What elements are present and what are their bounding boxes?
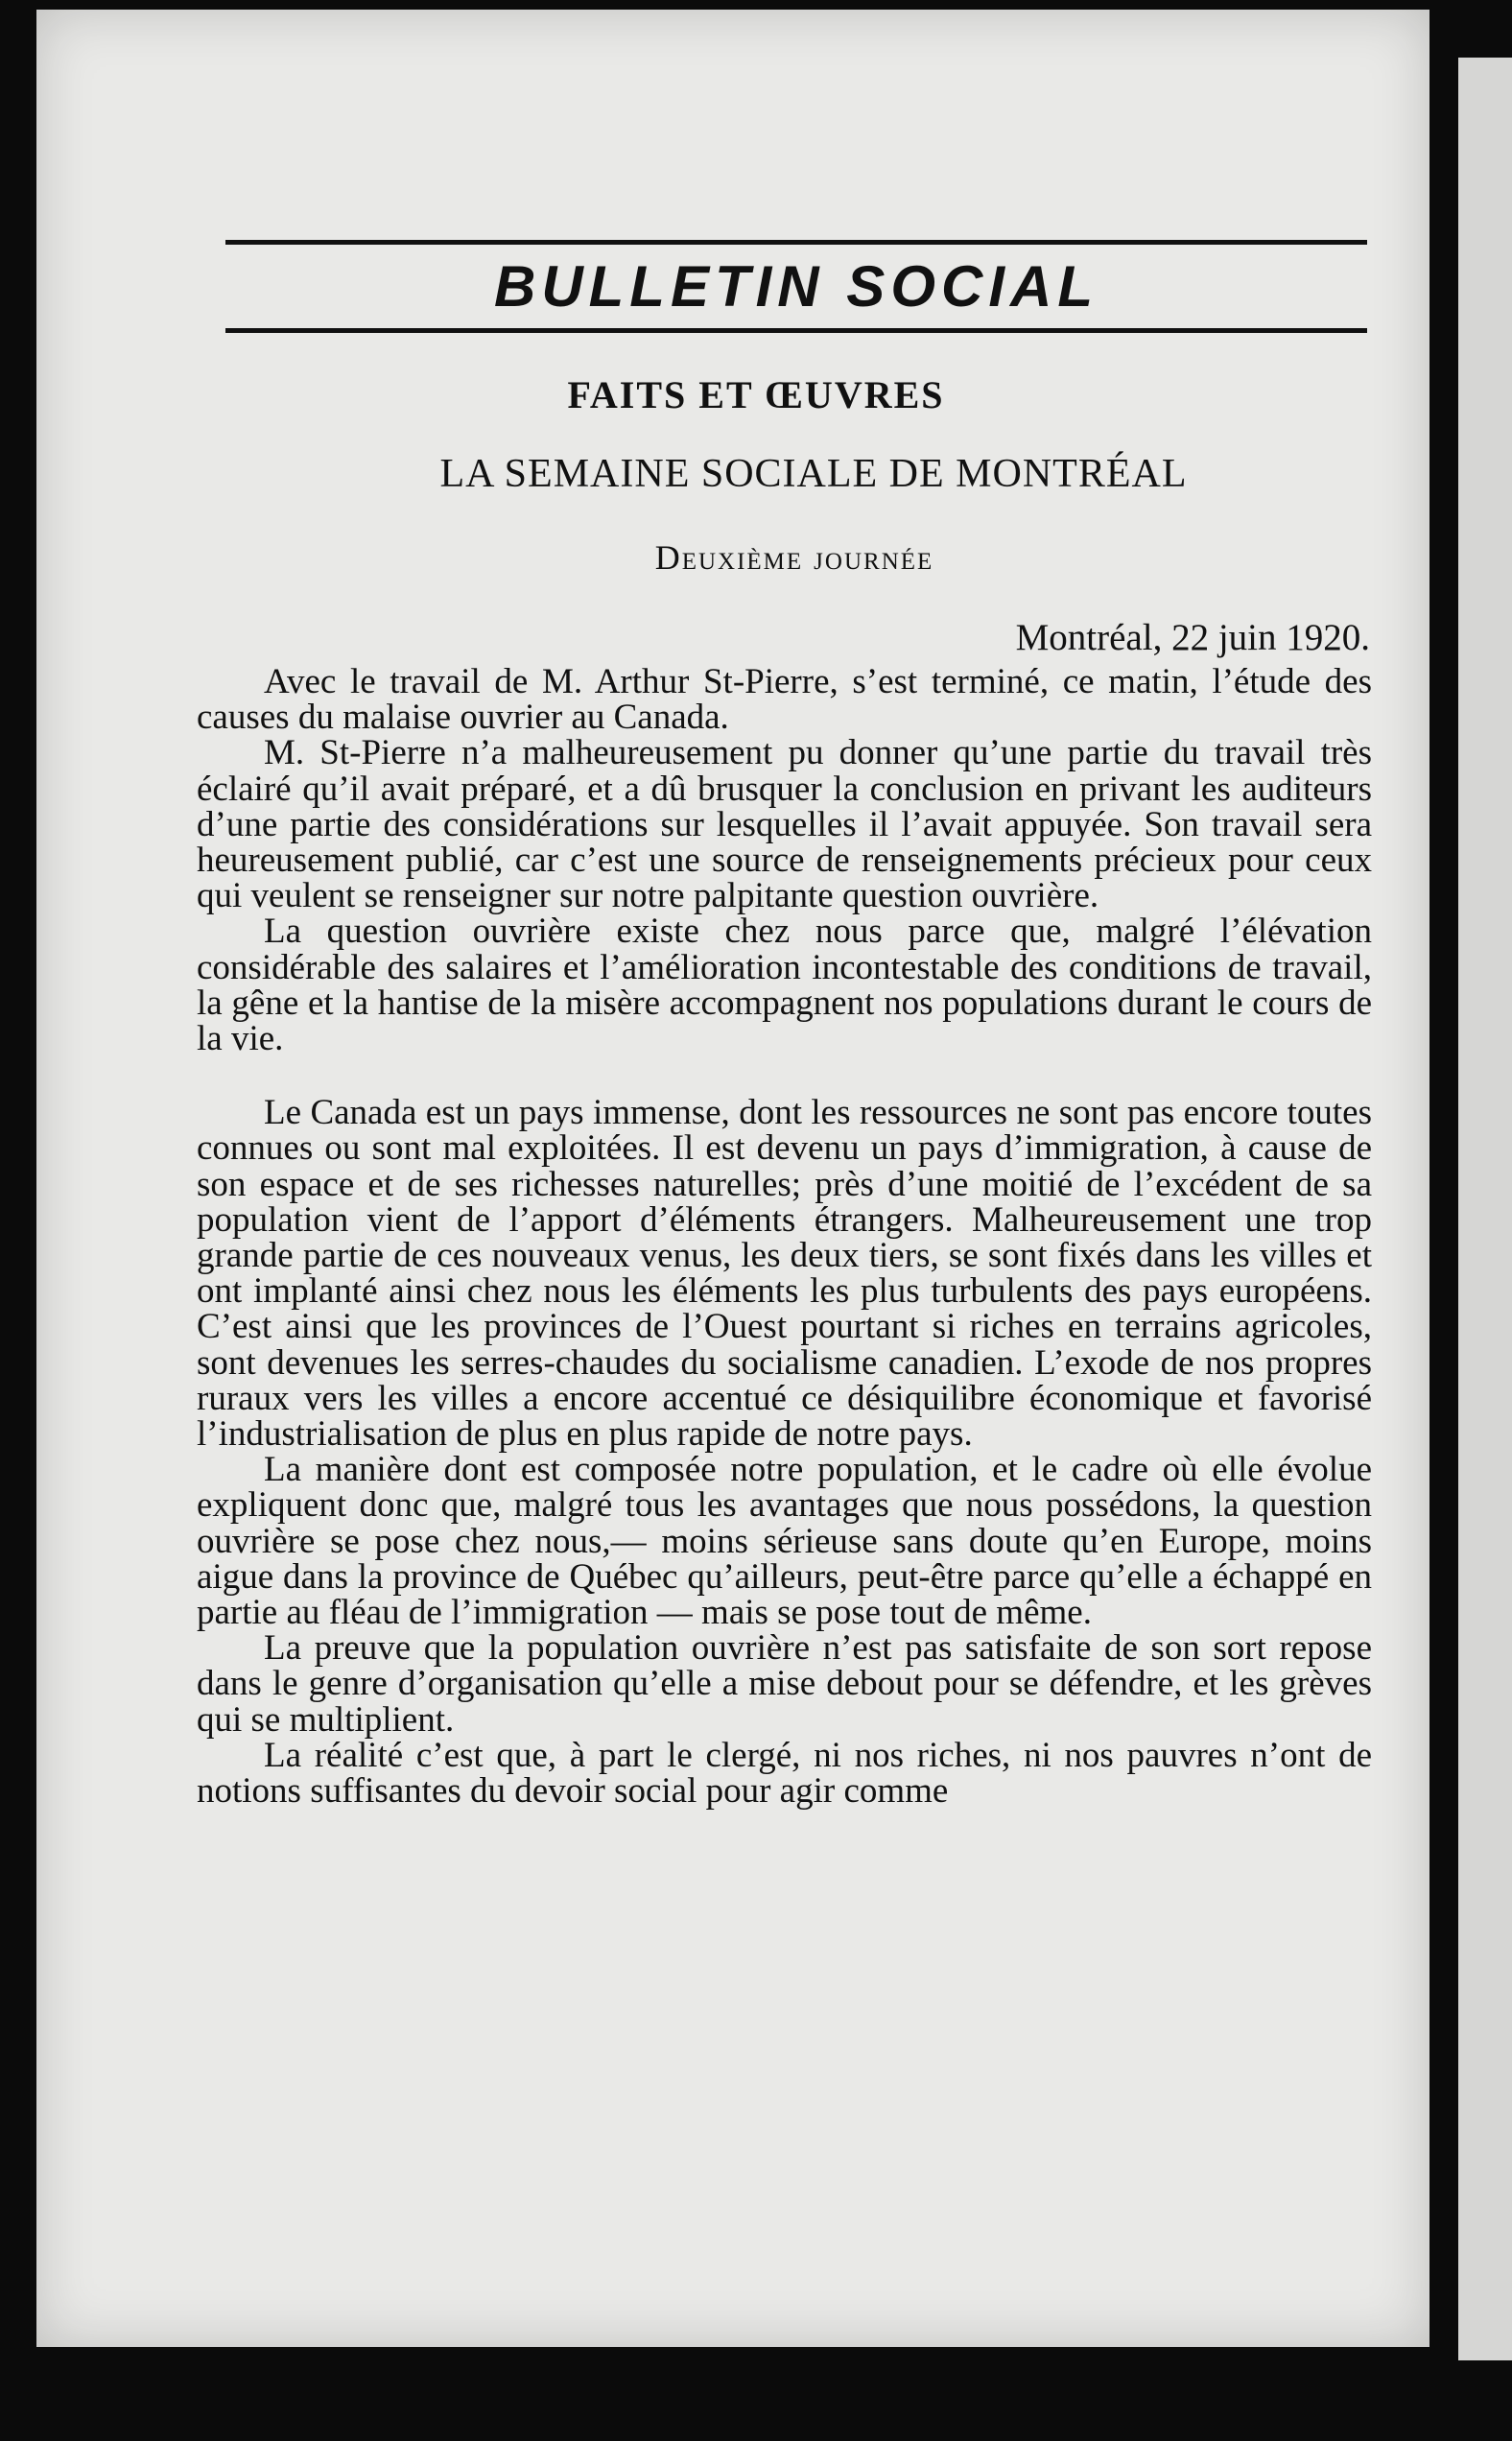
paragraph: La manière dont est composée notre population, et le cadre où elle évolue expliquent donc que, malgré tous les avantages que nous possédons, la question ouvrière se pose chez nous,— moins sérieuse sans doute qu’en Europe, moins aigue dans la province de Québec qu’ailleurs, peut-être parce qu’elle a échappé en partie au fléau de l’immigration — mais se pose tout de même. (197, 1450, 1372, 1633)
dateline: Montréal, 22 juin 1920. (1015, 617, 1370, 658)
paragraph: La question ouvrière existe chez nous parce que, malgré l’élévation considérable des salaires et l’amélioration incontestable des conditions de travail, la gêne et la hantise de la misère accompagnent nos populations durant le cours de la vie. (197, 912, 1372, 1059)
article-body (197, 662, 1372, 1812)
masthead-rule-bottom (225, 328, 1367, 333)
article-subtitle: Deuxième journée (654, 538, 934, 577)
masthead (225, 240, 1367, 336)
paragraph: La réalité c’est que, à part le clergé, ni nos riches, ni nos pauvres n’ont de notions suffisantes du devoir social pour agir comme (197, 1735, 1372, 1812)
paragraph: Le Canada est un pays immense, dont les ressources ne sont pas encore toutes connues ou sont mal exploitées. Il est devenu un pays d’immigration, à cause de son espace et de ses richesses naturelles; près d’une moitié de l’excédent de sa population vient de l’apport d’éléments étrangers. Malheureusement une trop grande partie de ces nouveaux venus, les deux tiers, se sont fixés dans les villes et ont implanté ainsi chez nous les éléments les plus turbulents des pays européens. C’est ainsi que les provinces de l’Ouest pourtant si riches en terrains agricoles, sont devenues les serres-chaudes du socialisme canadien. L’exode de nos propres ruraux vers les villes a encore accentué ce désiquilibre économique et favorisé l’industrialisation de plus en plus rapide de notre pays. (197, 1093, 1372, 1455)
paragraph: La preuve que la population ouvrière n’est pas satisfaite de son sort repose dans le genre d’organisation qu’elle a mise debout pour se défendre, et les grèves qui se multiplient. (197, 1628, 1372, 1740)
section-heading: FAITS ET ŒUVRES (567, 373, 945, 416)
masthead-rule-top (225, 240, 1367, 245)
paragraph: M. St-Pierre n’a malheureusement pu donner qu’une partie du travail très éclairé qu’il avait préparé, et a dû brusquer la conclusion en privant les auditeurs d’une partie des considérations sur lesquelles il l’avait appuyée. Son travail sera heureusement publié, car c’est une source de renseignements précieux pour ceux qui veulent se renseigner sur notre palpitante question ouvrière. (197, 733, 1372, 916)
article-title: LA SEMAINE SOCIALE DE MONTRÉAL (439, 452, 1188, 496)
masthead-title: BULLETIN SOCIAL (494, 254, 1099, 319)
paragraph: Avec le travail de M. Arthur St-Pierre, s’est terminé, ce matin, l’étude des causes du malaise ouvrier au Canada. (197, 662, 1372, 738)
